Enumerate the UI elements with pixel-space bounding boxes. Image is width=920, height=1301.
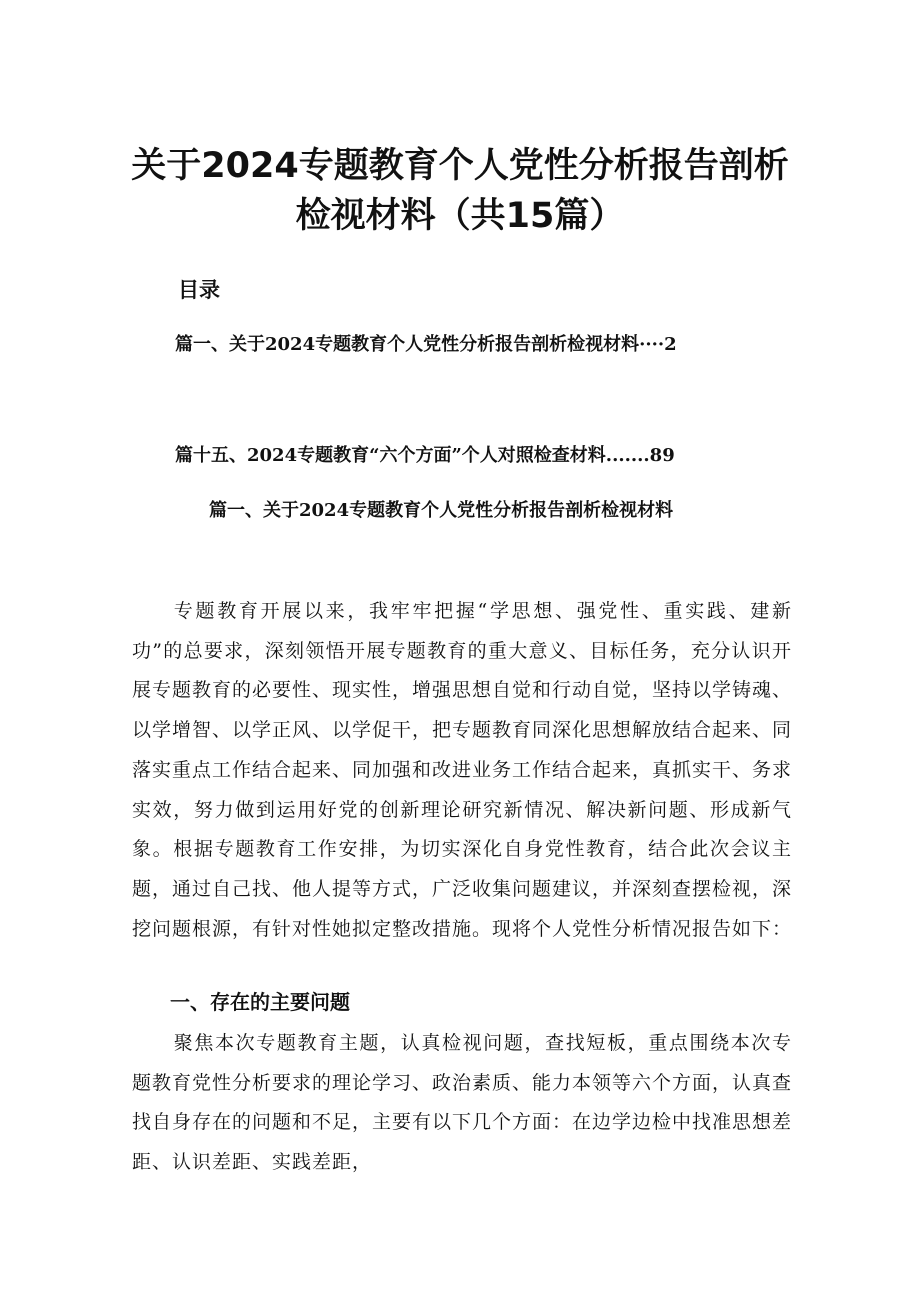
toc-heading: 目录	[178, 278, 220, 302]
subheading-main-problems: 一、存在的主要问题	[170, 990, 350, 1014]
document-title-line2: 检视材料（共15篇）	[295, 196, 625, 236]
document-title-line1: 关于2024专题教育个人党性分析报告剖析	[131, 146, 789, 186]
body-paragraph: 专题教育开展以来，我牢牢把握“学思想、强党性、重实践、建新功”的总要求，深刻领悟开展专题教育的重大意义、目标任务，充分认识开展专题教育的必要性、现实性，增强思想自觉和行动自觉，坚持以学铸魂、以学增智、以学正风、以学促干，把专题教育同深化思想解放结合起来、同落实重点工作结合起来、同加强和改进业务工作结合起来，真抓实干、务求实效，努力做到运用好党的创新理论研究新情况、解决新问题、形成新气象。根据专题教育工作安排，为切实深化自身党性教育，结合此次会议主题，通过自己找、他人提等方式，广泛收集问题建议，并深刻查摆检视，深挖问题根源，有针对性她拟定整改措施。现将个人党性分析情况报告如下：	[132, 600, 793, 940]
section-title: 篇一、关于2024专题教育个人党性分析报告剖析检视材料	[209, 500, 674, 521]
toc-entry[interactable]: 篇十五、2024专题教育“六个方面”个人对照检查材料.......89	[175, 445, 675, 466]
body-paragraph: 聚焦本次专题教育主题，认真检视问题，查找短板，重点围绕本次专题教育党性分析要求的理论学习、政治素质、能力本领等六个方面，认真查找自身存在的问题和不足，主要有以下几个方面：在边学边检中找准思想差距、认识差距、实践差距，	[132, 1032, 793, 1174]
toc-entry[interactable]: 篇一、关于2024专题教育个人党性分析报告剖析检视材料····2	[175, 334, 677, 355]
